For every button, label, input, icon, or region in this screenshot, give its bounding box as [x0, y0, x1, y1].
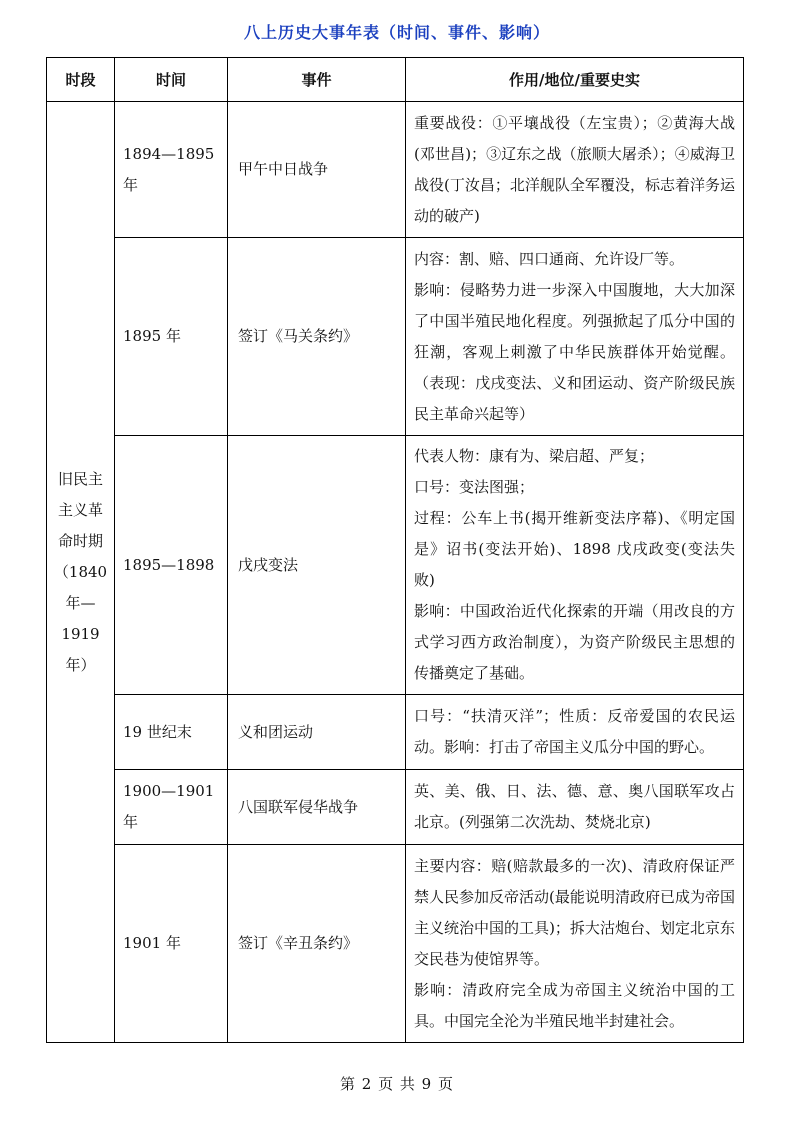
row-time: 1901 年 — [115, 845, 228, 1043]
table-header-row — [47, 58, 744, 102]
row-time: 1895—1898 — [115, 436, 228, 695]
document-title: 八上历史大事年表（时间、事件、影响） — [243, 23, 550, 42]
detail-text: 口号：变法图强； — [414, 478, 535, 496]
detail-text: 影响：侵略势力进一步深入中国腹地，大大加深了中国半殖民地化程度。列强掀起了瓜分中国的狂潮，客观上刺激了中华民族群体开始觉醒。（表现：戊戌变法、义和团运动、资产阶级民族民主革命兴起等） — [414, 280, 735, 423]
row-event: 签订《马关条约》 — [228, 238, 406, 436]
row-time: 1894—1895年 — [115, 102, 228, 238]
page-number: 第 2 页 共 9 页 — [340, 1075, 454, 1093]
table-row — [47, 770, 744, 845]
detail-text: 重要战役：①平壤战役（左宝贵）；②黄海大战(邓世昌)；③辽东之战（旅顺大屠杀）；④威海卫战役(丁汝昌；北洋舰队全军覆没，标志着洋务运动的破产) — [414, 113, 735, 225]
row-details — [406, 770, 744, 845]
header-impact: 作用/地位/重要史实 — [406, 58, 744, 102]
detail-text: 影响：清政府完全成为帝国主义统治中国的工具。中国完全沦为半殖民地半封建社会。 — [414, 980, 735, 1030]
detail-text: 影响：中国政治近代化探索的开端（用改良的方式学习西方政治制度），为资产阶级民主思想的传播奠定了基础。 — [414, 602, 735, 682]
row-event: 义和团运动 — [228, 695, 406, 770]
row-details — [406, 436, 744, 695]
row-event: 八国联军侵华战争 — [228, 770, 406, 845]
table-row — [47, 238, 744, 436]
row-event: 签订《辛丑条约》 — [228, 845, 406, 1043]
row-details — [406, 845, 744, 1043]
row-time: 1900—1901年 — [115, 770, 228, 845]
header-period: 时段 — [47, 58, 115, 102]
detail-text: 过程：公车上书(揭开维新变法序幕)、《明定国是》诏书(变法开始)、1898 戊戌政变(变法失败) — [414, 509, 735, 589]
detail-text: 英、美、俄、日、法、德、意、奥八国联军攻占北京。(列强第二次洗劫、焚烧北京) — [414, 782, 735, 831]
table-row — [47, 695, 744, 770]
table-row — [47, 436, 744, 695]
table-row — [47, 102, 744, 238]
row-details — [406, 102, 744, 238]
row-time: 1895 年 — [115, 238, 228, 436]
detail-text: 口号：“扶清灭洋”；性质：反帝爱国的农民运动。影响：打击了帝国主义瓜分中国的野心。 — [414, 707, 735, 756]
header-event: 事件 — [228, 58, 406, 102]
detail-text: 主要内容：赔(赔款最多的一次)、清政府保证严禁人民参加反帝活动(最能说明清政府已成为帝国主义统治中国的工具)；拆大沽炮台、划定北京东交民巷为使馆界等。 — [414, 856, 735, 968]
row-event: 戊戌变法 — [228, 436, 406, 695]
detail-text: 代表人物：康有为、梁启超、严复； — [414, 447, 655, 465]
row-event: 甲午中日战争 — [228, 102, 406, 238]
row-time: 19 世纪末 — [115, 695, 228, 770]
history-events-table — [46, 57, 744, 1043]
detail-text: 内容：割、赔、四口通商、允许设厂等。 — [414, 249, 685, 268]
row-details — [406, 695, 744, 770]
row-details — [406, 238, 744, 436]
period-label: 旧民主主义革命时期（1840年—1919年） — [47, 102, 115, 1043]
header-time: 时间 — [115, 58, 228, 102]
table-row — [47, 845, 744, 1043]
